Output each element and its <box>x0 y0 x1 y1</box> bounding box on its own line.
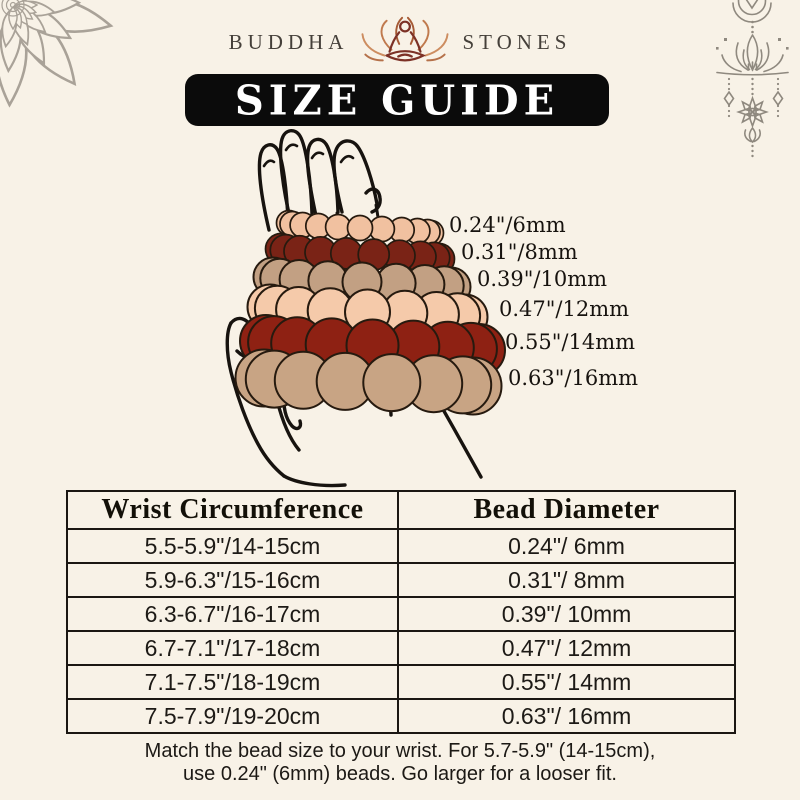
wrist-value: 5.5-5.9"/14-15cm <box>67 529 398 563</box>
bead-size-label: 0.63"/16mm <box>508 366 639 390</box>
brand-name-right: STONES <box>462 29 572 54</box>
wrist-value: 6.7-7.1"/17-18cm <box>67 631 398 665</box>
brand-name-left: BUDDHA <box>228 29 349 54</box>
bead-size-label: 0.39"/10mm <box>477 267 608 291</box>
table-row <box>67 631 735 665</box>
wrist-value: 6.3-6.7"/16-17cm <box>67 597 398 631</box>
bead-size-label: 0.47"/12mm <box>499 297 630 321</box>
table-row <box>67 699 735 733</box>
wrist-value: 7.5-7.9"/19-20cm <box>67 699 398 733</box>
bead-size-label: 0.24"/6mm <box>449 213 566 237</box>
footer-note <box>0 740 800 786</box>
wrist-circumference-header: Wrist Circumference <box>67 491 398 529</box>
bead-value: 0.63"/ 16mm <box>398 699 735 733</box>
bead-diameter-header: Bead Diameter <box>398 491 735 529</box>
bead-value: 0.39"/ 10mm <box>398 597 735 631</box>
footer-line-1: Match the bead size to your wrist. For 5.7-5.9" (14-15cm), <box>144 740 656 762</box>
wrist-value: 7.1-7.5"/18-19cm <box>67 665 398 699</box>
bead-value: 0.47"/ 12mm <box>398 631 735 665</box>
size-table <box>66 490 736 734</box>
bead-value: 0.24"/ 6mm <box>398 529 735 563</box>
banner-title: SIZE GUIDE <box>234 75 560 125</box>
bead-value: 0.31"/ 8mm <box>398 563 735 597</box>
table-row <box>67 563 735 597</box>
wrist-value: 5.9-6.3"/15-16cm <box>67 563 398 597</box>
footer-line-2: use 0.24" (6mm) beads. Go larger for a looser fit. <box>183 763 617 785</box>
bead-value: 0.55"/ 14mm <box>398 665 735 699</box>
bead-size-label: 0.55"/14mm <box>505 330 636 354</box>
bead-size-label: 0.31"/8mm <box>461 240 578 264</box>
table-row <box>67 665 735 699</box>
table-header-row <box>67 491 735 529</box>
table-row <box>67 597 735 631</box>
table-row <box>67 529 735 563</box>
